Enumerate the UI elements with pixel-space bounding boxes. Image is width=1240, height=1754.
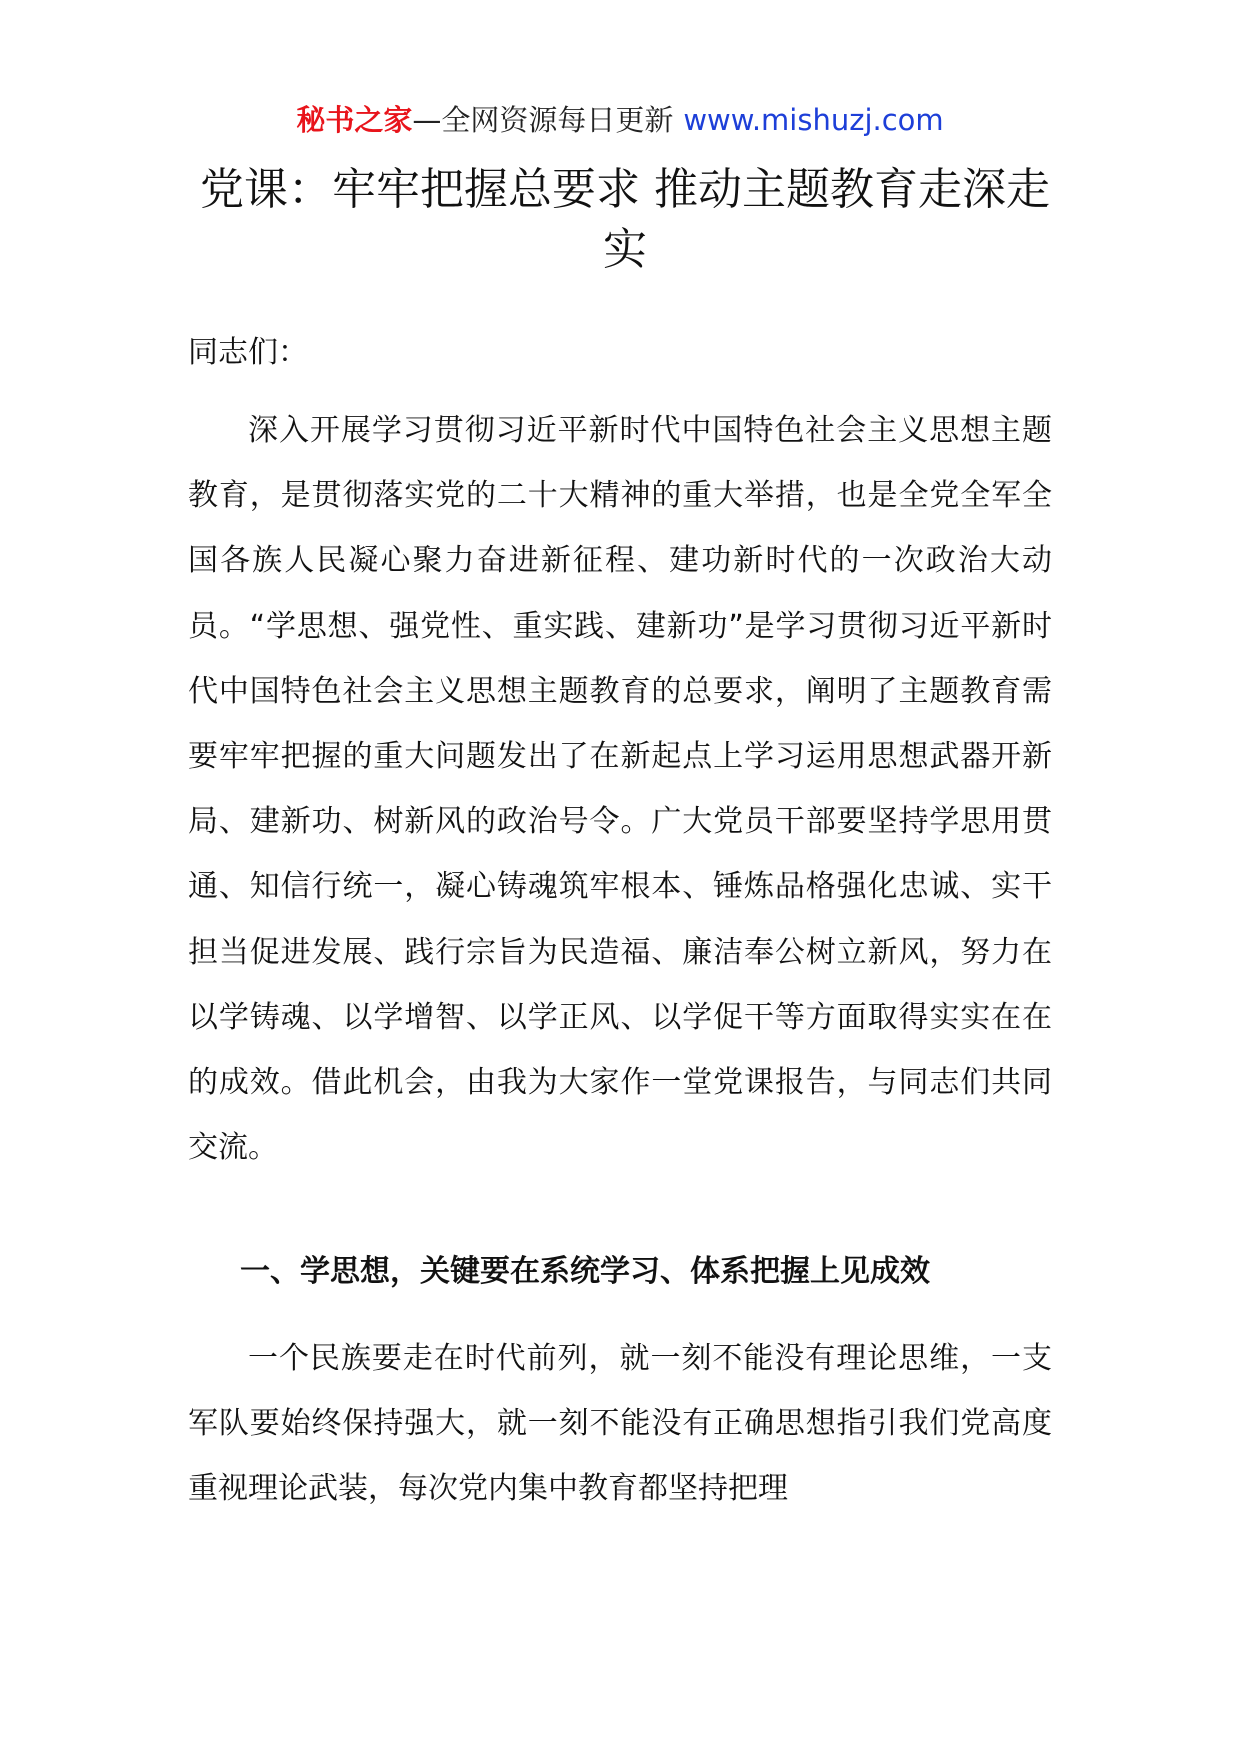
brand-name: 秘书之家 bbox=[296, 103, 413, 137]
salutation: 同志们： bbox=[188, 335, 308, 370]
site-banner bbox=[0, 100, 1240, 140]
section-heading: 一、学思想，关键要在系统学习、体系把握上见成效 bbox=[240, 1254, 930, 1289]
paragraph-section-1: 一个民族要走在时代前列，就一刻不能没有理论思维，一支军队要始终保持强大，就一刻不能没有正确思想指引我们党高度重视理论武装，每次党内集中教育都坚持把理 bbox=[188, 1341, 1052, 1507]
banner-tagline: —全网资源每日更新 bbox=[412, 103, 674, 137]
paragraph-intro: 深入开展学习贯彻习近平新时代中国特色社会主义思想主题教育，是贯彻落实党的二十大精神的重大举措，也是全党全军全国各族人民凝心聚力奋进新征程、建功新时代的一次政治大动员。“学思想、强党性、重实践、建新功”是学习贯彻习近平新时代中国特色社会主义思想主题教育的总要求，阐明了主题教育需要牢牢把握的重大问题发出了在新起点上学习运用思想武器开新局、建新功、树新风的政治号令。广大党员干部要坚持学思用贯通、知信行统一，凝心铸魂筑牢根本、锤炼品格强化忠诚、实干担当促进发展、践行宗旨为民造福、廉洁奉公树立新风，努力在以学铸魂、以学增智、以学正风、以学促干等方面取得实实在在的成效。借此机会，由我为大家作一堂党课报告，与同志们共同交流。 bbox=[188, 413, 1052, 1166]
site-url-link[interactable]: www.mishuzj.com bbox=[683, 103, 944, 137]
document-title: 党课：牢牢把握总要求 推动主题教育走深走实 bbox=[200, 164, 1050, 275]
